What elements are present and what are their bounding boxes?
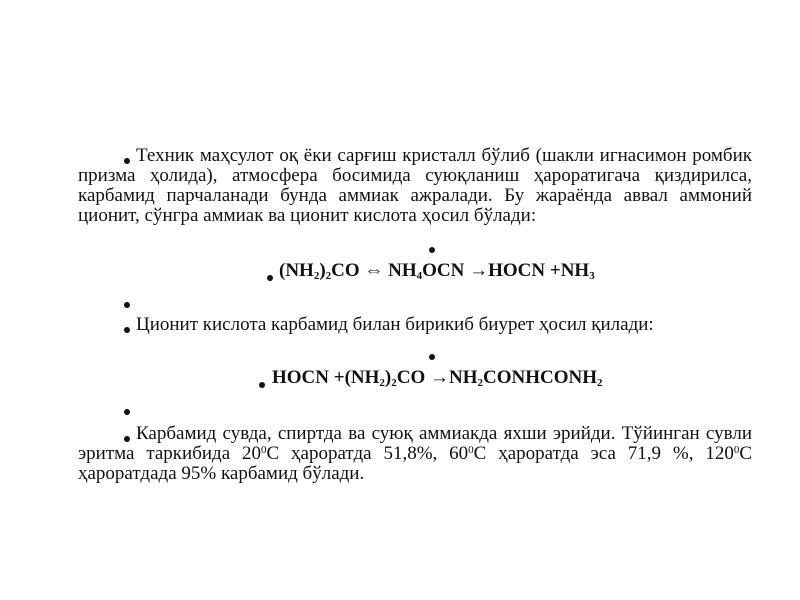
formula-1-sub-b: 2 [325,270,332,282]
formula-1-sub-a: 2 [313,270,320,282]
formula-2 [272,368,602,388]
formula-2-part-a: HOCN +(NH [272,367,380,388]
formula-2-part-c: CO →NH [396,367,478,388]
formula-1 [279,261,595,281]
formula-2-sub-d: 2 [596,377,603,389]
bullet-6 [429,354,435,360]
degree-sup-2: 0 [468,444,474,456]
paragraph-1: Техник маҳсулот оқ ёки сарғиш кристалл бўлиб (шакли игнасимон ромбик призма ҳолида), атмосфера босимида суюқланиш ҳароратигача қиздирилса, карбамид парчаланади бунда аммиак ажралади. Бу жараёнда аввал аммоний ционит, сўнгра аммиак ва ционит кислота ҳосил бўлади: [78,145,752,226]
formula-2-sub-c: 2 [477,377,483,389]
formula-1-part-d: OCN →HOCN +NH [422,260,590,281]
formula-2-sub-b: 2 [391,377,397,389]
formula-1-sub-d: 3 [589,270,595,282]
paragraph-3-part-b: С ҳароратда 51,8%, 60 [266,443,469,464]
formula-2-part-d: CONHCONH [482,367,597,388]
formula-1-part-a: (NH [279,260,314,281]
bullet-7 [259,382,265,388]
formula-1-sub-c: 4 [416,270,423,282]
paragraph-3-part-a: Карбамид сувда, спиртда ва суюқ аммиакда яхши эрийди. Тўйинган сувли эритма таркибида 20 [78,423,752,464]
bullet-5 [124,327,130,333]
bullet-3 [267,275,273,281]
formula-1-part-b: ) [319,260,326,281]
paragraph-2: Ционит кислота карбамид билан бирикиб биурет ҳосил қилади: [136,314,654,335]
degree-sup-3: 0 [733,444,740,456]
bullet-8 [124,409,130,415]
paragraph-3 [78,424,752,484]
bullet-2 [429,247,435,253]
bullet-4 [124,302,130,308]
paragraph-3-part-d: С ҳароратдада 95% карбамид бўлади. [78,443,753,484]
degree-sup-1: 0 [261,444,267,456]
formula-1-part-c: CO ⇔ NH [331,260,417,281]
paragraph-3-part-c: С ҳароратда эса 71,9 %, 120 [473,443,734,464]
formula-2-sub-a: 2 [379,377,385,389]
formula-2-part-b: ) [384,367,392,388]
